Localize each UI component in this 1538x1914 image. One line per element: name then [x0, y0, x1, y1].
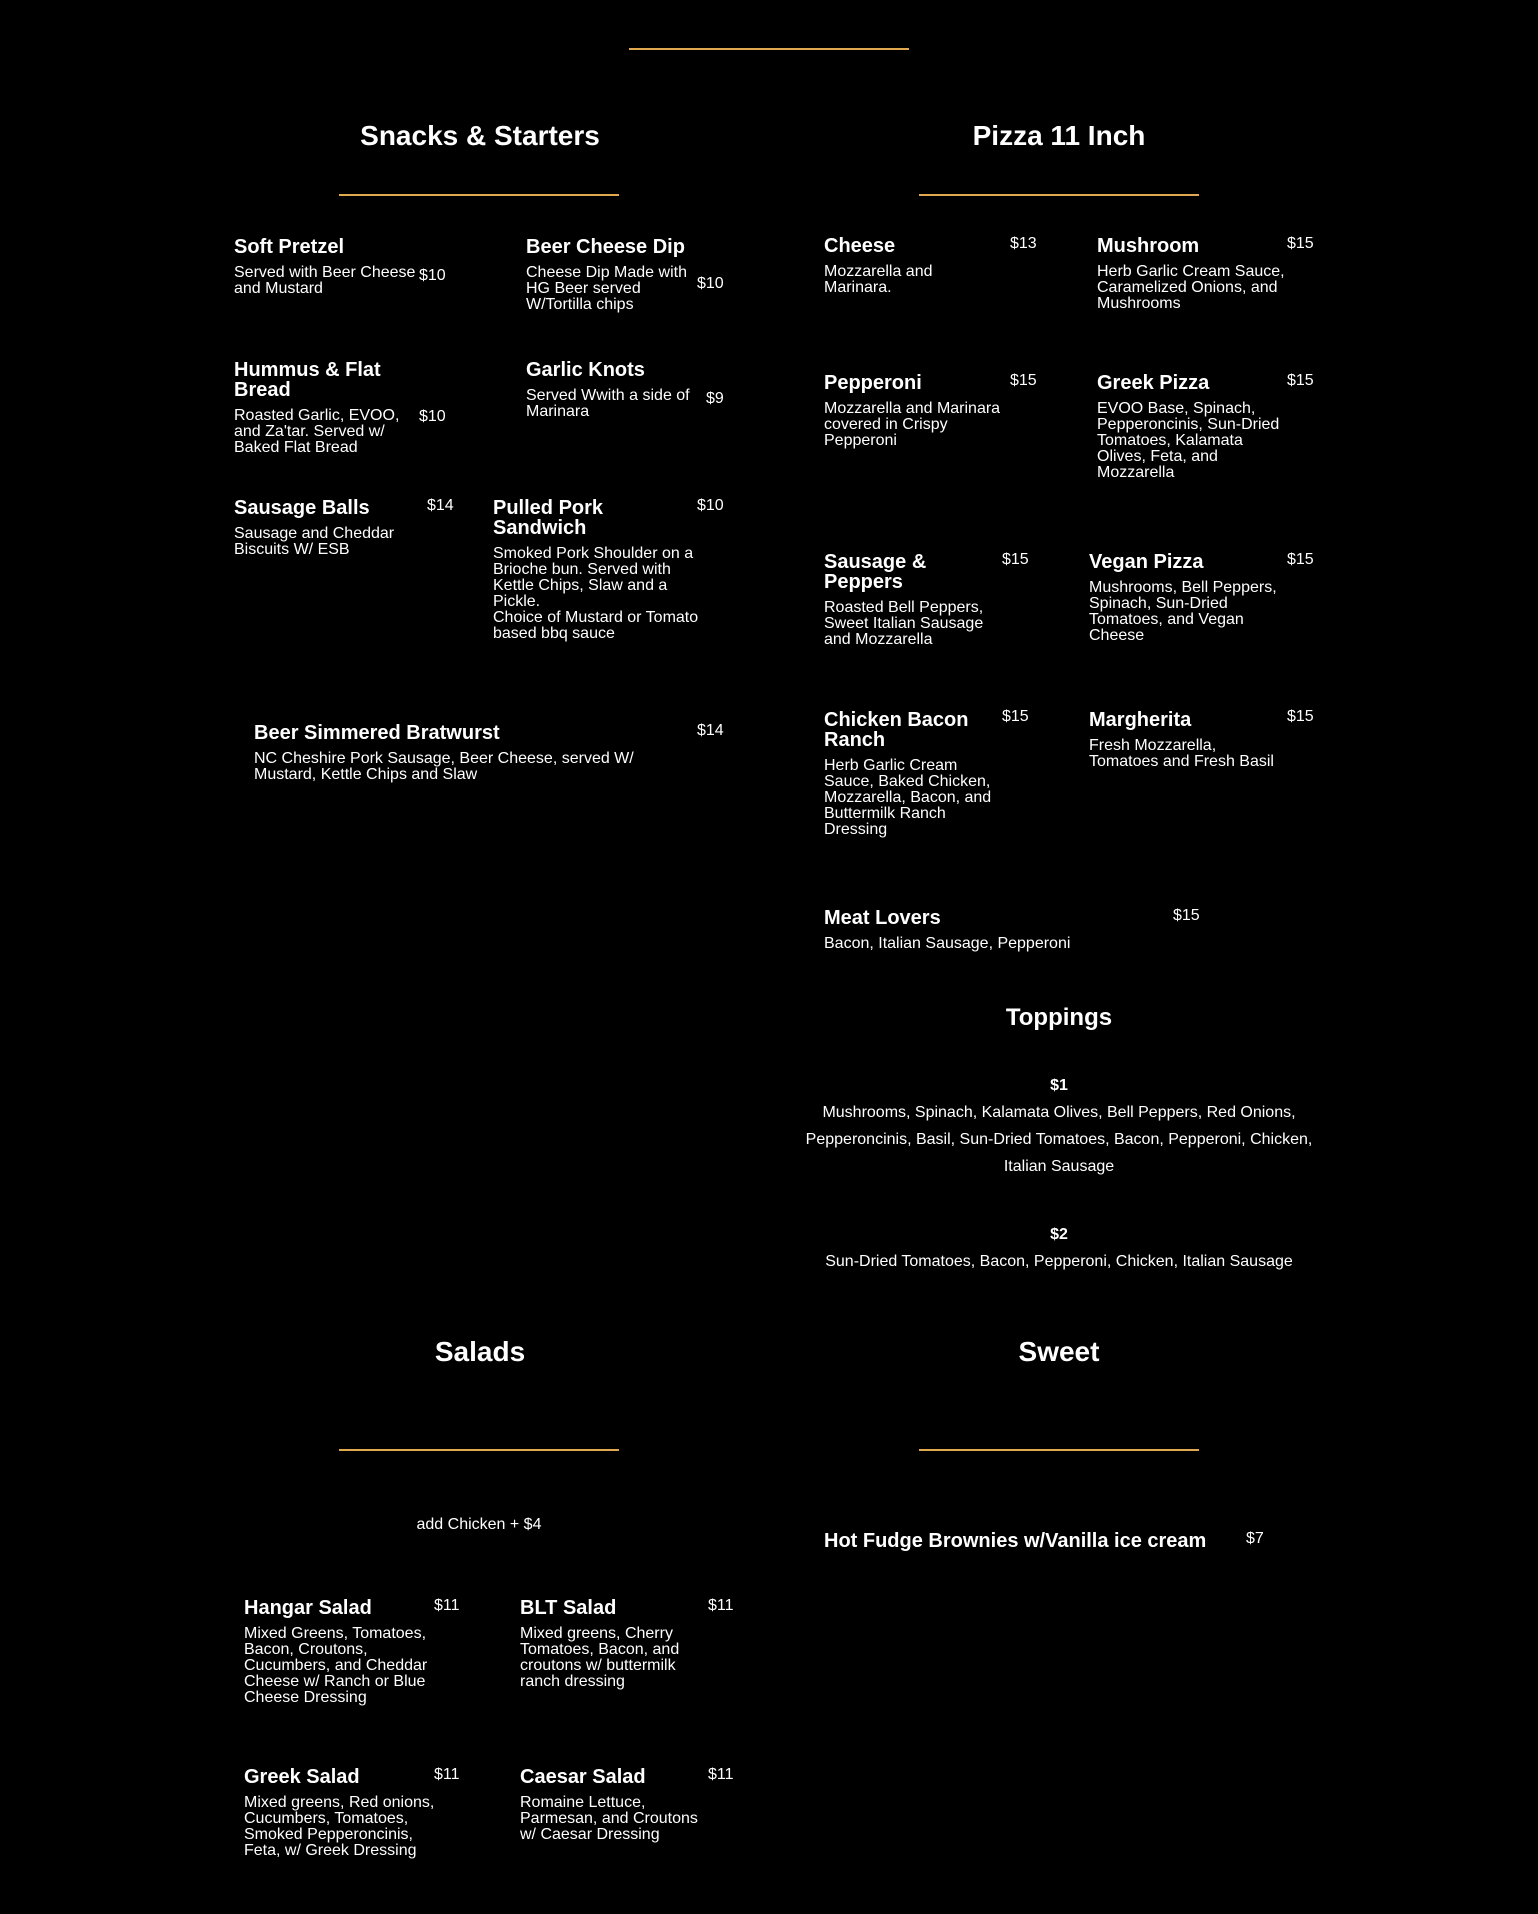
item-name: Pulled Pork Sandwich: [493, 497, 604, 539]
menu-item: [234, 237, 424, 297]
item-description: Mixed Greens, Tomatoes, Bacon, Croutons, Cucumbers, and Cheddar Cheese w/ Ranch or Blue Cheese Dressing: [244, 1625, 428, 1706]
item-name: Greek Salad: [244, 1766, 360, 1788]
item-name: Caesar Salad: [520, 1766, 646, 1788]
item-description: Herb Garlic Cream Sauce, Caramelized Onions, and Mushrooms: [1097, 263, 1285, 312]
menu-item: [824, 552, 994, 648]
item-price: $7: [1246, 1530, 1264, 1547]
item-description: Mushrooms, Bell Peppers, Spinach, Sun-Dried Tomatoes, and Vegan Cheese: [1089, 579, 1277, 644]
item-price: $14: [427, 497, 454, 514]
item-description: Smoked Pork Shoulder on a Brioche bun. Served with Kettle Chips, Slaw and a Pickle. Choice of Mustard or Tomato based bbq sauce: [493, 545, 699, 642]
item-name: Hot Fudge Brownies w/Vanilla ice cream: [824, 1530, 1207, 1552]
item-description: NC Cheshire Pork Sausage, Beer Cheese, served W/ Mustard, Kettle Chips and Slaw: [254, 750, 634, 783]
item-description: Roasted Garlic, EVOO, and Za'tar. Served w/ Baked Flat Bread: [234, 407, 400, 456]
item-name: Chicken Bacon Ranch: [824, 709, 969, 751]
topping-tier-list: Sun-Dried Tomatoes, Bacon, Pepperoni, Chicken, Italian Sausage: [825, 1253, 1293, 1270]
item-name: Garlic Knots: [526, 359, 645, 381]
item-description: Served with Beer Cheese and Mustard: [234, 264, 416, 297]
item-name: BLT Salad: [520, 1597, 617, 1619]
item-price: $15: [1173, 907, 1200, 924]
item-name: Hummus & Flat Bread: [234, 359, 381, 401]
menu-item: [244, 1598, 439, 1706]
topping-tier-price: $1: [1050, 1077, 1068, 1094]
item-description: Mixed greens, Red onions, Cucumbers, Tomatoes, Smoked Pepperoncinis, Feta, w/ Greek Dressing: [244, 1794, 435, 1859]
item-name: Pepperoni: [824, 372, 922, 394]
item-name: Greek Pizza: [1097, 372, 1210, 394]
item-price: $15: [1287, 235, 1314, 252]
item-price: $11: [434, 1766, 460, 1783]
menu-item: [824, 373, 1004, 449]
item-description: Bacon, Italian Sausage, Pepperoni: [824, 935, 1071, 952]
topping-tier-list: Mushrooms, Spinach, Kalamata Olives, Bell Peppers, Red Onions, Pepperoncinis, Basil, Sun-Dried Tomatoes, Bacon, Pepperoni, Chicken, Italian Sausage: [805, 1104, 1313, 1175]
menu-item: [1097, 373, 1282, 481]
item-name: Sausage Balls: [234, 497, 370, 519]
item-price: $11: [708, 1597, 734, 1614]
item-price: $15: [1287, 551, 1314, 568]
menu-item: [824, 1531, 1224, 1551]
menu-item: [824, 710, 999, 838]
item-description: Mozzarella and Marinara covered in Crispy Pepperoni: [824, 400, 1001, 449]
menu-item: [244, 1767, 439, 1859]
item-description: Romaine Lettuce, Parmesan, and Croutons w/ Caesar Dressing: [520, 1794, 698, 1843]
item-name: Mushroom: [1097, 235, 1200, 257]
salads-divider: [339, 1449, 619, 1451]
item-price: $15: [1002, 708, 1029, 725]
item-description: Fresh Mozzarella, Tomatoes and Fresh Basil: [1089, 737, 1274, 770]
menu-item: [520, 1767, 705, 1843]
item-description: EVOO Base, Spinach, Pepperoncinis, Sun-Dried Tomatoes, Kalamata Olives, Feta, and Mozzarella: [1097, 400, 1280, 481]
item-name: Vegan Pizza: [1089, 551, 1204, 573]
item-price: $11: [434, 1597, 460, 1614]
menu-item: [1089, 552, 1289, 644]
item-price: $10: [697, 497, 724, 514]
item-price: $13: [1010, 235, 1037, 252]
topping-tier-price: $2: [1050, 1226, 1068, 1243]
item-name: Cheese: [824, 235, 896, 257]
snacks-title: Snacks & Starters: [360, 120, 600, 151]
item-description: Mixed greens, Cherry Tomatoes, Bacon, and croutons w/ buttermilk ranch dressing: [520, 1625, 680, 1690]
item-description: Cheese Dip Made with HG Beer served W/Tortilla chips: [526, 264, 687, 313]
menu-item: [1089, 710, 1289, 770]
item-description: Roasted Bell Peppers, Sweet Italian Sausage and Mozzarella: [824, 599, 984, 648]
pizza-divider: [919, 194, 1199, 196]
item-name: Sausage & Peppers: [824, 551, 927, 593]
item-price: $10: [419, 267, 446, 284]
item-name: Beer Cheese Dip: [526, 236, 685, 258]
top-divider: [629, 48, 909, 50]
item-name: Soft Pretzel: [234, 236, 345, 258]
item-description: Mozzarella and Marinara.: [824, 263, 933, 296]
item-price: $11: [708, 1766, 734, 1783]
item-name: Meat Lovers: [824, 907, 941, 929]
menu-item: [493, 498, 703, 642]
menu-item: [824, 908, 1124, 952]
salads-addon-note: add Chicken + $4: [416, 1516, 542, 1533]
item-price: $15: [1010, 372, 1037, 389]
item-description: Sausage and Cheddar Biscuits W/ ESB: [234, 525, 395, 558]
item-price: $10: [697, 275, 724, 292]
item-name: Beer Simmered Bratwurst: [254, 722, 500, 744]
sweet-title: Sweet: [1018, 1336, 1100, 1367]
menu-item: [254, 723, 664, 783]
item-price: $14: [697, 722, 724, 739]
item-name: Hangar Salad: [244, 1597, 372, 1619]
item-price: $10: [419, 408, 446, 425]
item-description: Herb Garlic Cream Sauce, Baked Chicken, Mozzarella, Bacon, and Buttermilk Ranch Dressing: [824, 757, 992, 838]
item-price: $15: [1287, 372, 1314, 389]
menu-item: [1097, 236, 1297, 312]
item-price: $9: [706, 390, 724, 407]
item-price: $15: [1287, 708, 1314, 725]
toppings-title: Toppings: [1005, 1004, 1113, 1031]
item-name: Margherita: [1089, 709, 1192, 731]
item-price: $15: [1002, 551, 1029, 568]
sweet-divider: [919, 1449, 1199, 1451]
salads-title: Salads: [434, 1336, 526, 1367]
pizza-title: Pizza 11 Inch: [972, 120, 1146, 151]
menu-item: [824, 236, 1004, 296]
menu-item: [520, 1598, 700, 1690]
menu-item: [234, 498, 414, 558]
menu-item: [526, 360, 701, 420]
menu-item: [234, 360, 424, 456]
snacks-divider: [339, 194, 619, 196]
item-description: Served Wwith a side of Marinara: [526, 387, 690, 420]
menu-item: [526, 237, 701, 313]
